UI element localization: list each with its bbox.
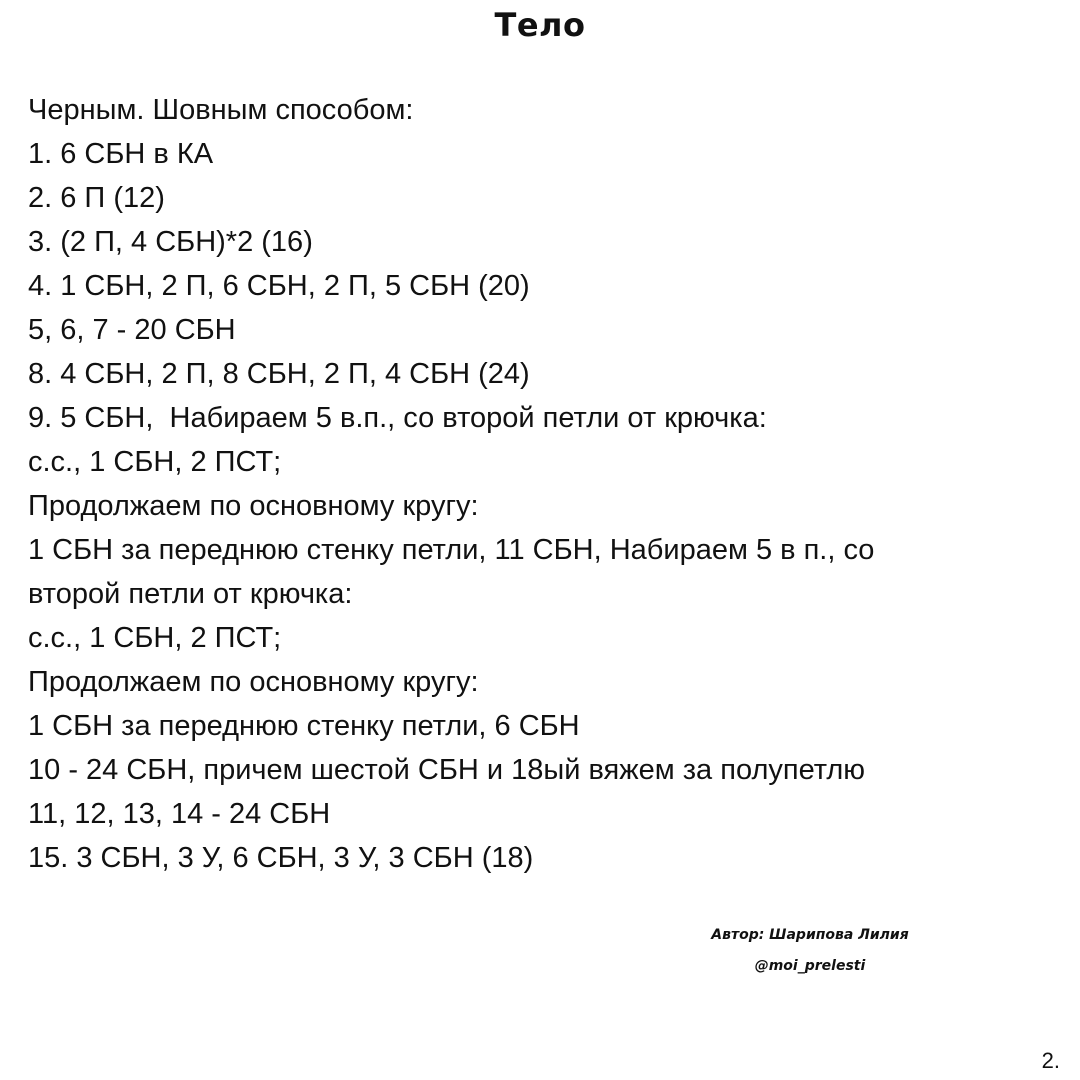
text-line: 3. (2 П, 4 СБН)*2 (16) <box>28 226 313 258</box>
pattern-text <box>28 88 1058 880</box>
page-number: 2. <box>1041 1048 1060 1073</box>
text-line: 8. 4 СБН, 2 П, 8 СБН, 2 П, 4 СБН (24) <box>28 358 530 390</box>
text-line: 15. 3 СБН, 3 У, 6 СБН, 3 У, 3 СБН (18) <box>28 842 534 874</box>
text-line: Черным. Шовным способом: <box>28 94 414 126</box>
page-title: Тело <box>494 6 586 44</box>
text-line: 1. 6 СБН в КА <box>28 138 214 170</box>
text-line: второй петли от крючка: <box>28 578 353 610</box>
text-line: с.с., 1 СБН, 2 ПСТ; <box>28 446 282 478</box>
text-line: 11, 12, 13, 14 - 24 СБН <box>28 798 331 830</box>
text-line: 1 СБН за переднюю стенку петли, 6 СБН <box>28 710 580 742</box>
text-line: 9. 5 СБН, Набираем 5 в.п., со второй петли от крючка: <box>28 402 767 434</box>
text-line: с.с., 1 СБН, 2 ПСТ; <box>28 622 282 654</box>
author-name: Автор: Шарипова Лилия <box>711 927 909 943</box>
text-line: 10 - 24 СБН, причем шестой СБН и 18ый вяжем за полупетлю <box>28 754 866 786</box>
text-line: 1 СБН за переднюю стенку петли, 11 СБН, Набираем 5 в п., со <box>28 534 875 566</box>
author-handle: @moi_prelesti <box>754 958 866 974</box>
text-line: 4. 1 СБН, 2 П, 6 СБН, 2 П, 5 СБН (20) <box>28 270 530 302</box>
text-line: 2. 6 П (12) <box>28 182 165 214</box>
author-credit <box>700 920 920 982</box>
text-line: Продолжаем по основному кругу: <box>28 666 479 698</box>
text-line: Продолжаем по основному кругу: <box>28 490 479 522</box>
text-line: 5, 6, 7 - 20 СБН <box>28 314 236 346</box>
